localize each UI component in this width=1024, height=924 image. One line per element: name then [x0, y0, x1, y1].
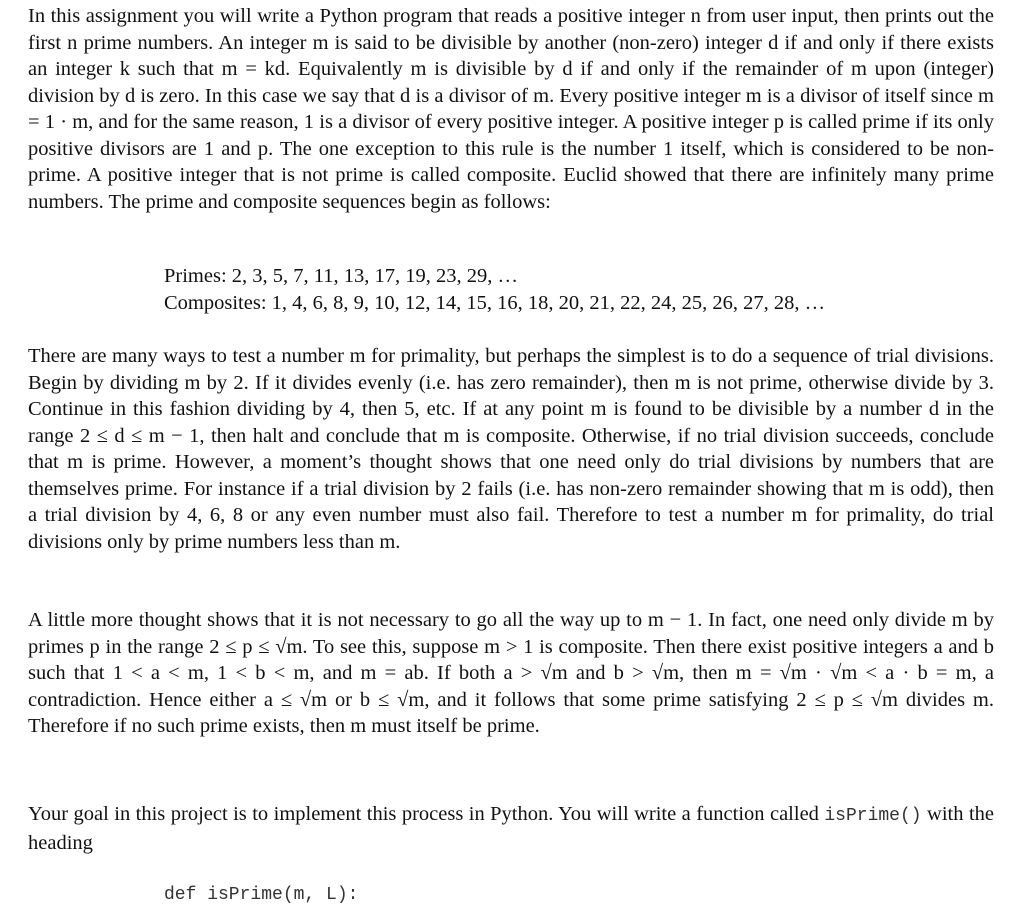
- function-name-code: isPrime(): [824, 806, 922, 826]
- intro-paragraph: In this assignment you will write a Python program that reads a positive integer n from user input, then prints out the first n prime numbers. An integer m is said to be divisible by another (non-zero) integer d if and only if there exists an integer k such that m = kd. Equivalently m is divisible by d if and only if the remainder of m upon (integer) division by d is zero. In this case we say that d is a divisor of m. Every positive integer m is a divisor of itself since m = 1 · m, and for the same reason, 1 is a divisor of every positive integer. A positive integer p is called prime if its only positive divisors are 1 and p. The one exception to this rule is the number 1 itself, which is considered to be non-prime. A positive integer that is not prime is called composite. Euclid showed that there are infinitely many prime numbers. The prime and composite sequences begin as follows:: [28, 5, 994, 213]
- primes-line: [164, 263, 825, 290]
- sequence-list: [164, 263, 825, 316]
- composites-line: [164, 290, 825, 317]
- function-heading-code: def isPrime(m, L):: [164, 885, 359, 905]
- primes-label: Primes:: [164, 265, 227, 287]
- trial-division-paragraph: There are many ways to test a number m for primality, but perhaps the simplest is to do a sequence of trial divisions. Begin by dividing m by 2. If it divides evenly (i.e. has zero remainder), then m is not prime, otherwise divide by 3. Continue in this fashion dividing by 4, then 5, etc. If at any point m is found to be divisible by a number d in the range 2 ≤ d ≤ m − 1, then halt and conclude that m is composite. Otherwise, if no trial division succeeds, conclude that m is prime. However, a moment’s thought shows that one need only do trial divisions by numbers that are themselves prime. For instance if a trial division by 2 fails (i.e. has non-zero remainder showing that m is odd), then a trial division by 4, 6, 8 or any even number must also fail. Therefore to test a number m for primality, do trial divisions only by prime numbers less than m.: [28, 345, 994, 553]
- goal-text: Your goal in this project is to implement this process in Python. You will write a function called: [28, 803, 819, 825]
- composites-values: 1, 4, 6, 8, 9, 10, 12, 14, 15, 16, 18, 20, 21, 22, 24, 25, 26, 27, 28, …: [271, 291, 826, 314]
- sqrt-bound-paragraph: A little more thought shows that it is not necessary to go all the way up to m − 1. In fact, one need only divide m by primes p in the range 2 ≤ p ≤ √m. To see this, suppose m > 1 is composite. Then there exist positive integers a and b such that 1 < a < m, 1 < b < m, and m = ab. If both a > √m and b > √m, then m = √m · √m < a · b = m, a contradiction. Hence either a ≤ √m or b ≤ √m, and it follows that some prime satisfying 2 ≤ p ≤ √m divides m. Therefore if no such prime exists, then m must itself be prime.: [28, 609, 994, 737]
- goal-text-end: with the heading: [28, 803, 994, 854]
- goal-paragraph: [28, 801, 994, 856]
- composites-label: Composites:: [164, 291, 267, 314]
- primes-values: 2, 3, 5, 7, 11, 13, 17, 19, 23, 29, …: [231, 265, 519, 287]
